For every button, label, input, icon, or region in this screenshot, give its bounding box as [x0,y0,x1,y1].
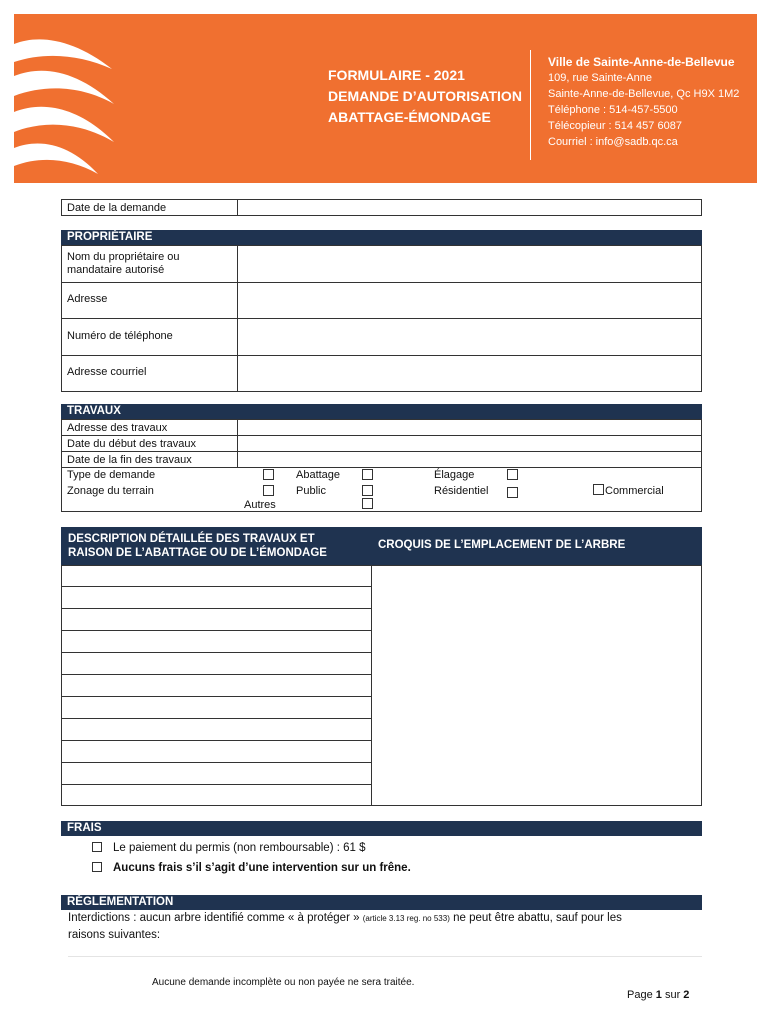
type-demande-label: Type de demande [67,469,156,481]
adresse-label: Adresse [67,293,108,305]
page-word: Page [627,989,653,1001]
croquis-heading: CROQUIS DE L’EMPLACEMENT DE L’ARBRE [371,527,702,565]
description-heading-line-2: RAISON DE L’ABATTAGE OU DE L’ÉMONDAGE [68,547,327,559]
nom-input[interactable] [239,246,701,281]
checkbox[interactable] [362,485,373,496]
adresse-travaux-input[interactable] [239,420,701,434]
header-banner [14,14,757,183]
date-fin-input[interactable] [239,452,701,466]
adresse-travaux-label: Adresse des travaux [67,422,168,434]
elagage-label: Élagage [434,469,475,481]
travaux-heading: TRAVAUX [61,404,702,419]
reglementation-heading: RÉGLEMENTATION [61,895,702,910]
public-label: Public [296,485,326,497]
date-debut-label: Date du début des travaux [67,438,197,450]
footer-notice: Aucune demande incomplète ou non payée ne sera traitée. [152,977,415,988]
email: Courriel : info@sadb.qc.ca [548,136,678,148]
courriel-label: Adresse courriel [67,366,147,378]
autres-label: Autres [244,499,276,511]
title-line-1: FORMULAIRE - 2021 [328,67,465,83]
checkbox[interactable] [362,469,373,480]
reglementation-text [68,912,622,925]
page-total: 2 [683,989,690,1001]
adresse-input[interactable] [239,283,701,317]
zonage-label: Zonage du terrain [67,485,154,497]
public-checkbox[interactable] [263,485,274,496]
address-line-2: Sainte-Anne-de-Bellevue, Qc H9X 1M2 [548,88,740,100]
commercial-checkbox[interactable] [593,484,604,495]
telephone-input[interactable] [239,319,701,354]
separator [68,956,702,957]
residentiel-label: Résidentiel [434,485,489,497]
date-debut-input[interactable] [239,436,701,450]
form-title [328,65,522,128]
description-heading-line-1: DESCRIPTION DÉTAILLÉE DES TRAVAUX ET [68,533,315,545]
reglementation-ref: (article 3.13 reg. no 533) [362,914,450,923]
reglementation-text-a: Interdictions : aucun arbre identifié comme « à protéger » [68,912,360,924]
page-sep: sur [664,989,681,1001]
date-demande-label: Date de la demande [67,202,167,214]
reglementation-text-b: ne peut être abattu, sauf pour les [453,912,622,924]
divider [61,467,702,468]
date-demande-input[interactable] [239,200,701,215]
nom-label-2: mandataire autorisé [67,264,165,276]
abattage-label: Abattage [296,469,341,481]
courriel-input[interactable] [239,356,701,391]
abattage-checkbox[interactable] [263,469,274,480]
date-fin-label: Date de la fin des travaux [67,454,192,466]
description-textarea[interactable] [62,566,371,805]
city-name: Ville de Sainte-Anne-de-Bellevue [548,55,735,69]
page-current: 1 [655,989,662,1001]
divider [237,199,238,216]
elagage-checkbox[interactable] [507,469,518,480]
fax: Télécopieur : 514 457 6087 [548,120,682,132]
wave-logo-icon [14,14,124,183]
frais-item-2: Aucuns frais s’il s’agit d’une intervention sur un frêne. [113,862,411,874]
description-heading [61,527,371,565]
frais-heading: FRAIS [61,821,702,836]
divider [237,419,238,467]
proprietaire-heading: PROPRIÉTAIRE [61,230,702,245]
reglementation-text-c: raisons suivantes: [68,929,161,941]
croquis-area[interactable] [371,565,702,806]
autres-checkbox[interactable] [362,498,373,509]
header-divider [530,50,531,160]
frais-item-1: Le paiement du permis (non remboursable) : 61 $ [113,842,366,854]
title-line-2: DEMANDE D’AUTORISATION [328,88,522,104]
contact-info [548,54,739,150]
telephone-label: Numéro de téléphone [67,330,173,342]
title-line-3: ABATTAGE-ÉMONDAGE [328,109,491,125]
frais-item-2-checkbox[interactable] [92,862,102,872]
address-line-1: 109, rue Sainte-Anne [548,72,652,84]
residentiel-checkbox[interactable] [507,487,518,498]
frais-item-1-checkbox[interactable] [92,842,102,852]
commercial-label: Commercial [605,485,664,497]
phone: Téléphone : 514-457-5500 [548,104,678,116]
nom-label-1: Nom du propriétaire ou [67,251,180,263]
page-number [627,989,689,1002]
